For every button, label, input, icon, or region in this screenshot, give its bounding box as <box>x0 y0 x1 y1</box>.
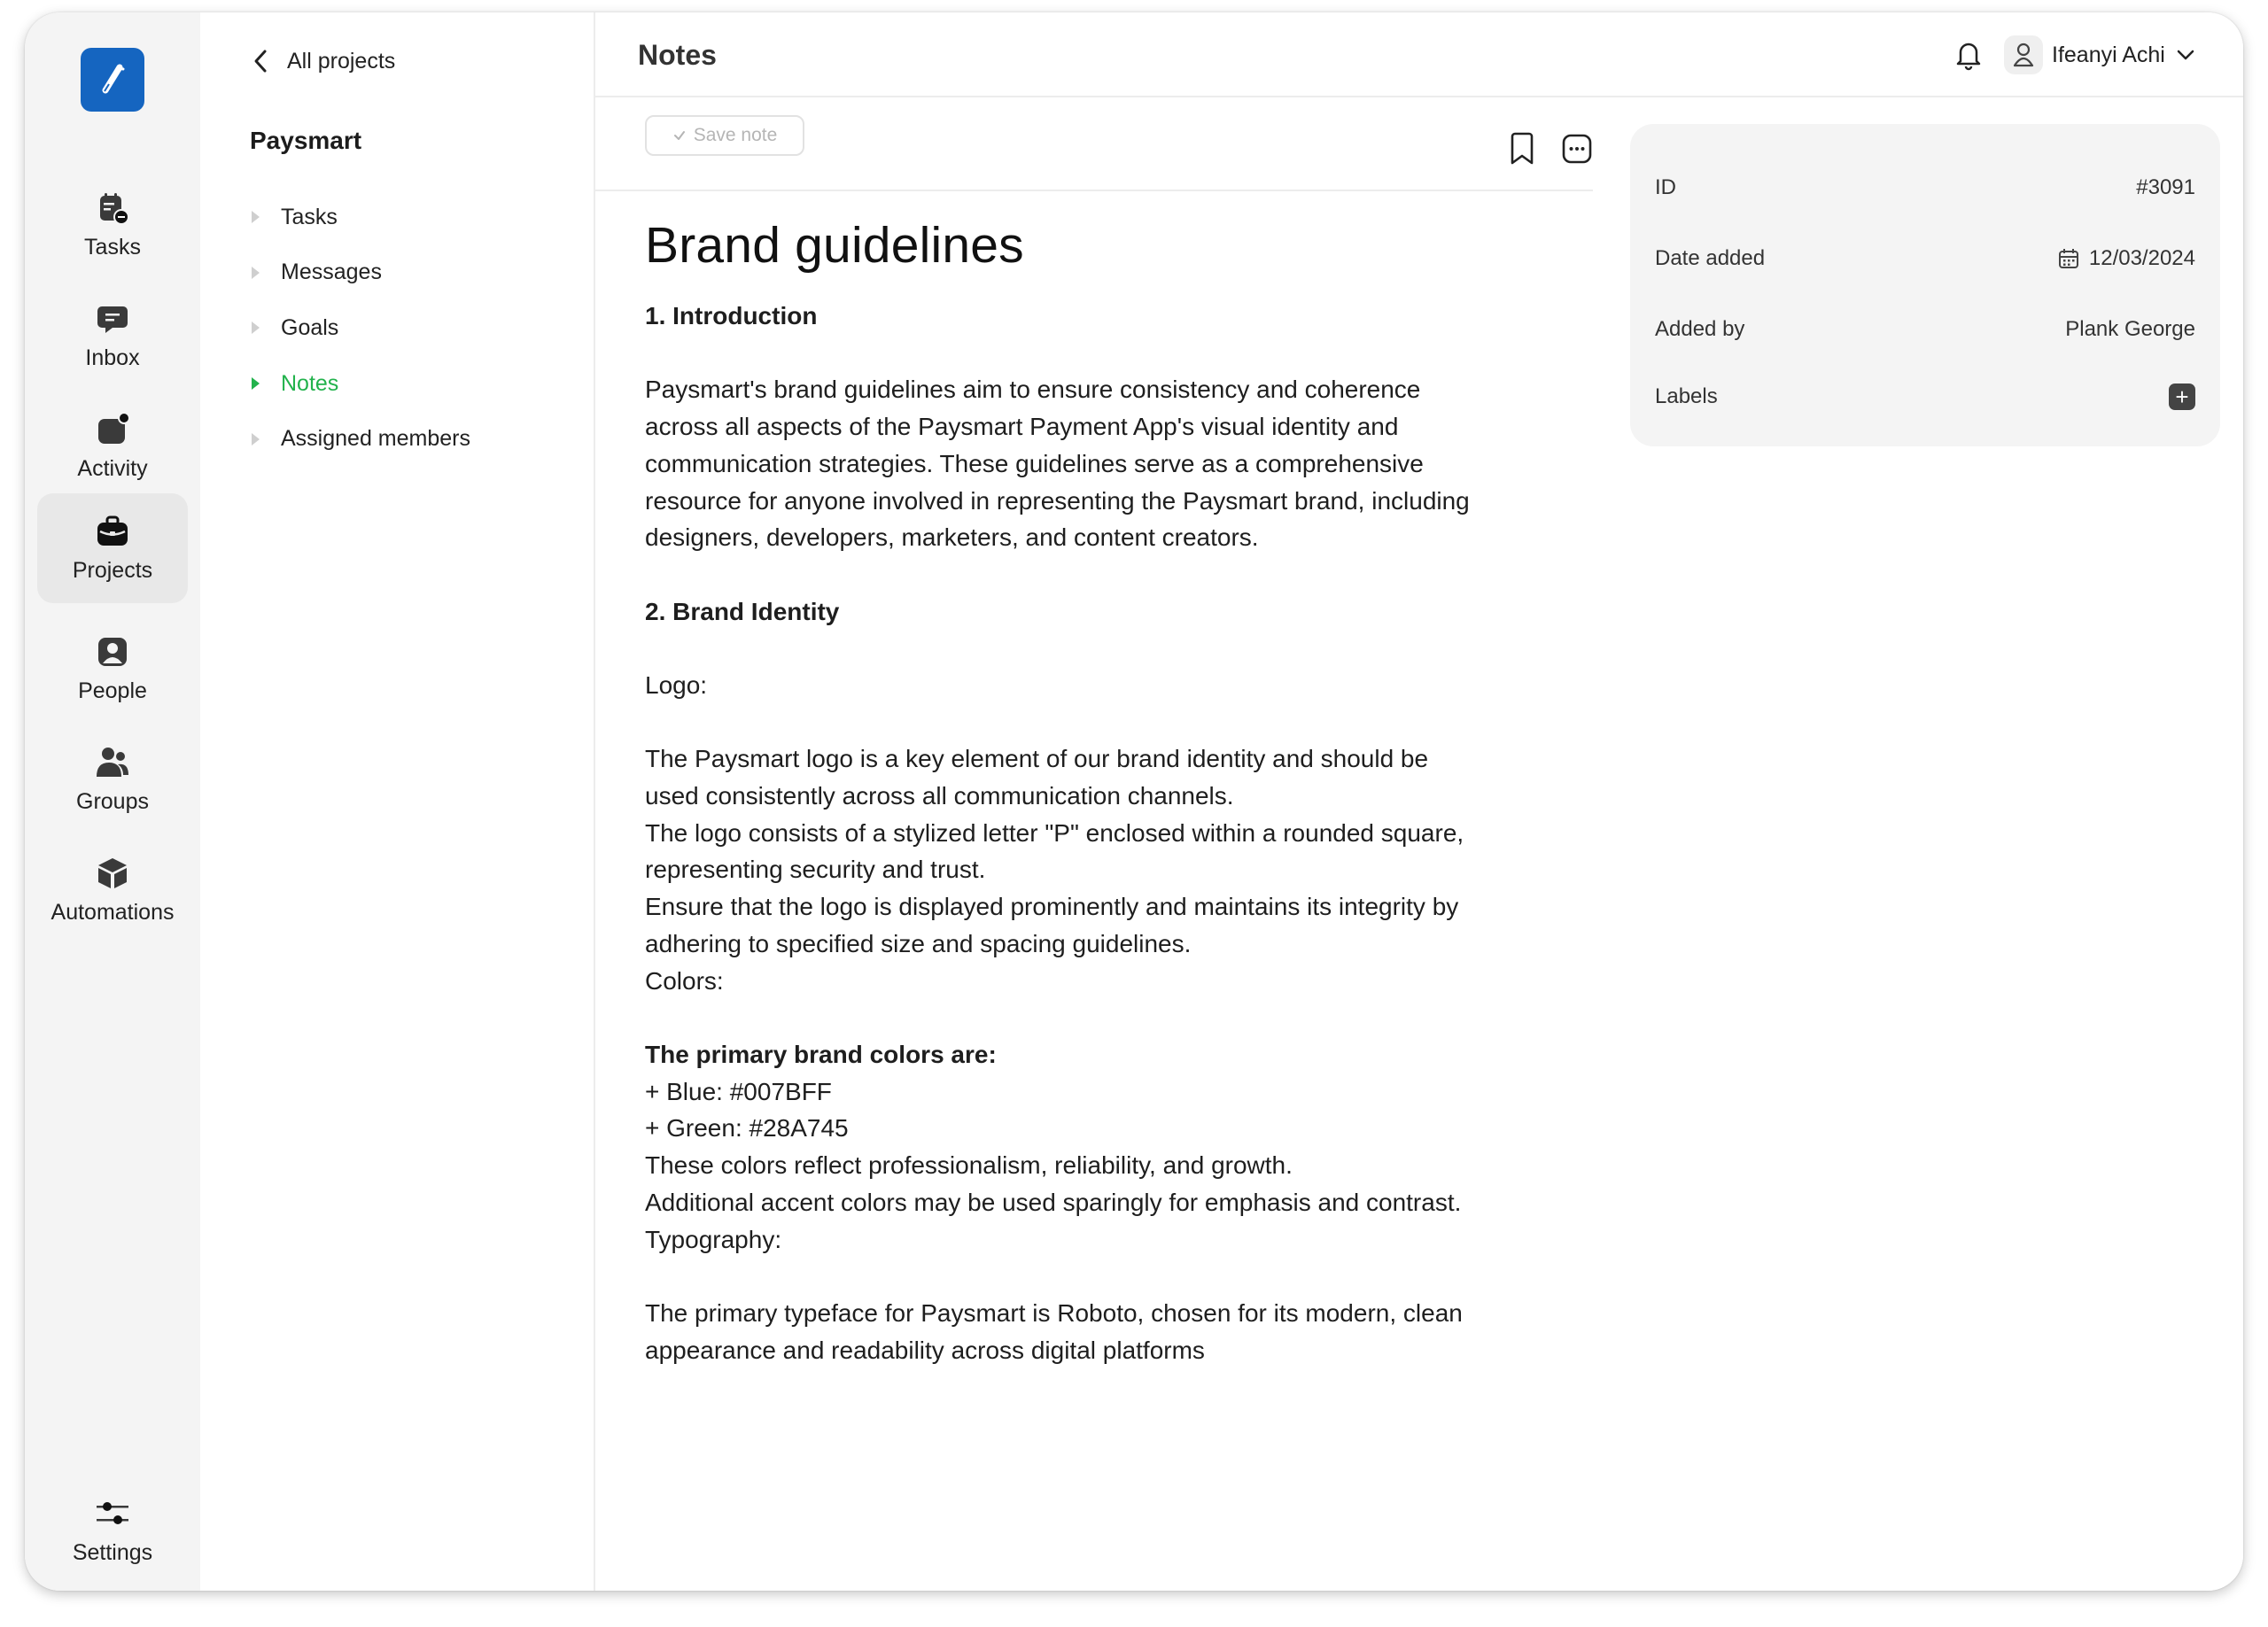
note-body <box>645 298 1557 1368</box>
main-sidebar <box>25 12 200 1591</box>
note-text-line: Typography: <box>645 1225 782 1253</box>
note-text-line <box>645 999 1557 1036</box>
note-text-line: adhering to specified size and spacing guidelines. <box>645 929 1192 957</box>
user-menu[interactable] <box>2004 34 2197 76</box>
project-nav-assigned-members[interactable] <box>252 411 470 467</box>
rail-item-tasks[interactable] <box>37 170 188 280</box>
avatar <box>2004 35 2043 74</box>
automations-icon <box>95 856 130 891</box>
note-text-line: + Blue: #007BFF <box>645 1077 832 1105</box>
note-details-card <box>1630 124 2220 446</box>
rail-item-activity[interactable] <box>37 391 188 501</box>
note-text-line: across all aspects of the Paysmart Payment App's visual identity and <box>645 413 1399 441</box>
note-toolbar <box>595 99 1593 191</box>
project-nav-messages[interactable] <box>252 245 470 301</box>
note-text-line: Additional accent colors may be used sparingly for emphasis and contrast. <box>645 1188 1462 1216</box>
rail-item-label: Tasks <box>84 234 141 260</box>
note-text-line <box>645 335 1557 372</box>
save-note-label: Save note <box>693 125 778 145</box>
note-text-line: representing security and trust. <box>645 856 986 884</box>
note-text-line: + Green: #28A745 <box>645 1114 849 1143</box>
project-nav-label: Notes <box>281 370 339 396</box>
top-bar <box>595 12 2243 97</box>
note-text-line: communication strategies. These guidelines serve as a comprehensive <box>645 449 1424 477</box>
projects-icon <box>95 514 130 549</box>
caret-right-icon <box>252 377 260 390</box>
note-heading-line: 2. Brand Identity <box>645 597 840 625</box>
settings-sliders-icon <box>95 1496 130 1531</box>
note-document[interactable] <box>645 216 1557 1368</box>
more-dots-icon <box>1560 132 1594 166</box>
detail-row-id <box>1655 170 2195 205</box>
detail-value: Plank George <box>2065 317 2195 341</box>
detail-value: #3091 <box>2136 175 2195 199</box>
rail-item-inbox[interactable] <box>37 281 188 391</box>
project-nav-label: Goals <box>281 314 339 340</box>
pencil-logo-icon <box>93 60 132 99</box>
note-text-line: Colors: <box>645 966 724 995</box>
add-label-button[interactable]: + <box>2169 384 2195 410</box>
note-text-line: Ensure that the logo is displayed prominently and maintains its integrity by <box>645 893 1459 921</box>
rail-item-label: Groups <box>76 788 149 814</box>
notifications-button[interactable] <box>1951 37 1986 73</box>
note-text-line: designers, developers, marketers, and content creators. <box>645 523 1259 552</box>
bookmark-icon <box>1507 132 1537 166</box>
user-icon <box>2012 43 2035 67</box>
activity-icon <box>95 412 130 447</box>
detail-row-labels <box>1655 379 2195 414</box>
caret-right-icon <box>252 267 260 279</box>
groups-icon <box>95 745 130 780</box>
project-nav-goals[interactable] <box>252 300 470 356</box>
caret-right-icon <box>252 322 260 334</box>
all-projects-label: All projects <box>287 48 396 74</box>
main-content <box>595 12 2243 1591</box>
note-text-line: Logo: <box>645 670 708 699</box>
note-text-line: resource for anyone involved in representing the Paysmart brand, including <box>645 486 1470 515</box>
project-name: Paysmart <box>250 127 362 154</box>
detail-label: Labels <box>1655 384 1718 408</box>
project-nav-label: Messages <box>281 260 382 285</box>
note-text-line <box>645 1258 1557 1295</box>
chevron-down-icon <box>2174 43 2197 66</box>
people-icon <box>95 634 130 670</box>
project-nav-notes[interactable] <box>252 356 470 412</box>
note-text-line: These colors reflect professionalism, reliability, and growth. <box>645 1151 1293 1180</box>
rail-item-automations[interactable] <box>37 835 188 945</box>
note-text-line: The logo consists of a stylized letter "P" enclosed within a rounded square, <box>645 818 1464 847</box>
project-nav-label: Assigned members <box>281 426 470 452</box>
inbox-icon <box>95 301 130 337</box>
project-nav-list <box>252 190 470 467</box>
app-window <box>25 12 2243 1591</box>
rail-item-settings[interactable] <box>37 1476 188 1585</box>
rail-item-groups[interactable] <box>37 724 188 834</box>
detail-label: Added by <box>1655 317 1745 341</box>
bookmark-button[interactable] <box>1504 131 1540 167</box>
detail-row-date-added <box>1655 241 2195 276</box>
date-added-value: 12/03/2024 <box>2088 246 2195 270</box>
rail-item-projects[interactable] <box>37 493 188 603</box>
bell-icon <box>1951 37 1986 73</box>
caret-right-icon <box>252 211 260 223</box>
note-text-line: appearance and readability across digital platforms <box>645 1336 1205 1364</box>
detail-label: Date added <box>1655 246 1766 270</box>
chevron-left-icon <box>252 48 271 74</box>
project-nav-label: Tasks <box>281 204 338 229</box>
calendar-icon <box>2057 247 2080 270</box>
note-text-line: Paysmart's brand guidelines aim to ensure consistency and coherence <box>645 376 1421 404</box>
detail-row-added-by <box>1655 312 2195 347</box>
rail-item-label: Projects <box>72 557 153 583</box>
page-title: Notes <box>638 39 717 71</box>
check-icon <box>672 128 687 143</box>
note-title: Brand guidelines <box>645 217 1024 274</box>
rail-item-label: Settings <box>72 1539 153 1565</box>
note-heading-line: 1. Introduction <box>645 302 818 329</box>
note-text-line: The Paysmart logo is a key element of our brand identity and should be <box>645 745 1429 773</box>
save-note-button[interactable] <box>645 115 804 156</box>
note-text-line: The primary typeface for Paysmart is Roboto, chosen for its modern, clean <box>645 1298 1463 1327</box>
rail-item-people[interactable] <box>37 614 188 724</box>
rail-item-label: Inbox <box>85 345 140 370</box>
note-text-line <box>645 704 1557 741</box>
user-name: Ifeanyi Achi <box>2052 42 2165 67</box>
tasks-icon <box>95 190 130 226</box>
detail-value <box>2057 246 2195 271</box>
more-options-button[interactable] <box>1559 131 1595 167</box>
app-logo[interactable] <box>81 48 144 112</box>
project-nav-tasks[interactable] <box>252 190 470 245</box>
rail-item-label: Activity <box>77 455 148 481</box>
project-sidebar <box>200 12 595 1591</box>
all-projects-link[interactable] <box>252 48 395 74</box>
note-text-line <box>645 556 1557 593</box>
note-text-line <box>645 630 1557 667</box>
detail-label: ID <box>1655 175 1676 199</box>
caret-right-icon <box>252 433 260 445</box>
rail-item-label: People <box>78 678 147 703</box>
note-text-line: used consistently across all communication channels. <box>645 782 1234 810</box>
rail-item-label: Automations <box>50 899 175 925</box>
note-heading-line: The primary brand colors are: <box>645 1040 997 1068</box>
